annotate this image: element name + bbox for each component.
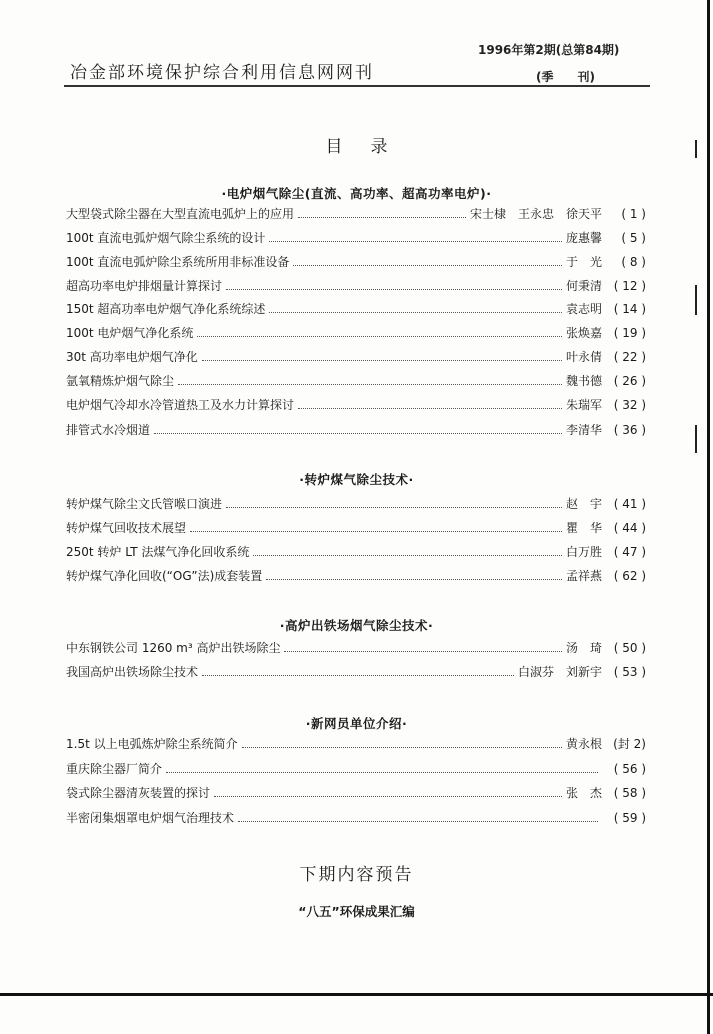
entry-authors: 瞿 华 <box>565 521 602 535</box>
entry-authors: 袁志明 <box>565 302 602 316</box>
entry-title: 袋式除尘器清灰装置的探讨 <box>66 786 211 800</box>
entry-title: 100t 直流电弧炉除尘系统所用非标准设备 <box>66 255 290 269</box>
toc-entry[interactable] <box>66 421 646 439</box>
entry-title: 半密闭集烟罩电炉烟气治理技术 <box>66 811 235 825</box>
toc-entry[interactable] <box>66 735 646 753</box>
toc-entry[interactable] <box>66 348 646 366</box>
section-heading: ·转炉煤气除尘技术· <box>299 472 414 487</box>
entry-page: ( 22 ) <box>613 350 646 364</box>
entry-page: ( 32 ) <box>613 398 646 412</box>
entry-page: ( 5 ) <box>621 231 646 245</box>
entry-page: ( 8 ) <box>621 255 646 269</box>
dot-leader <box>269 303 562 313</box>
entry-title: 30t 高功率电炉烟气净化 <box>66 350 198 364</box>
toc-entry[interactable] <box>66 205 646 223</box>
entry-authors: 叶永倩 <box>565 350 602 364</box>
scan-edge-bottom <box>0 993 713 996</box>
masthead: 冶金部环境保护综合利用信息网网刊 <box>70 63 374 83</box>
dot-leader <box>253 546 562 556</box>
entry-authors: 宋士棣 王永忠 徐天平 <box>469 207 602 221</box>
dot-leader <box>190 522 562 532</box>
section-heading: ·电炉烟气除尘(直流、高功率、超高功率电炉)· <box>221 186 492 201</box>
toc-entry[interactable] <box>66 760 646 778</box>
entry-authors: 魏书德 <box>565 374 602 388</box>
dot-leader <box>154 424 562 434</box>
scan-mark <box>695 425 697 453</box>
entry-page: ( 59 ) <box>613 811 646 825</box>
entry-page: ( 58 ) <box>613 786 646 800</box>
entry-page: ( 36 ) <box>613 423 646 437</box>
entry-title: 超高功率电炉排烟量计算探讨 <box>66 279 223 293</box>
entry-page: ( 62 ) <box>613 569 646 583</box>
dot-leader <box>238 812 598 822</box>
scan-mark <box>695 140 697 158</box>
entry-authors: 白淑芬 刘新宇 <box>517 665 602 679</box>
dot-leader <box>242 738 562 748</box>
entry-title: 氩氧精炼炉烟气除尘 <box>66 374 175 388</box>
entry-authors: 赵 宇 <box>565 497 602 511</box>
scan-mark <box>695 285 697 315</box>
entry-authors: 李清华 <box>565 423 602 437</box>
dot-leader <box>178 375 562 385</box>
entry-title: 我国高炉出铁场除尘技术 <box>66 665 199 679</box>
toc-title: 目录 <box>325 137 416 157</box>
entry-page: ( 41 ) <box>613 497 646 511</box>
publication-frequency: (季 刊) <box>536 70 595 84</box>
toc-entry[interactable] <box>66 253 646 271</box>
entry-authors: 张 杰 <box>565 786 602 800</box>
toc-entry[interactable] <box>66 372 646 390</box>
toc-entry[interactable] <box>66 229 646 247</box>
entry-title: 100t 电炉烟气净化系统 <box>66 326 194 340</box>
entry-authors: 张焕嘉 <box>565 326 602 340</box>
entry-title: 大型袋式除尘器在大型直流电弧炉上的应用 <box>66 207 295 221</box>
entry-authors: 黄永根 <box>565 737 602 751</box>
dot-leader <box>197 327 562 337</box>
issue-number: 1996年第2期(总第84期) <box>478 43 620 57</box>
toc-entry[interactable] <box>66 396 646 414</box>
entry-authors: 孟祥燕 <box>565 569 602 583</box>
entry-title: 中东钢铁公司 1260 m³ 高炉出铁场除尘 <box>66 641 281 655</box>
toc-entry[interactable] <box>66 300 646 318</box>
scan-edge-right <box>707 0 710 1034</box>
entry-page: ( 44 ) <box>613 521 646 535</box>
entry-title: 电炉烟气冷却水冷管道热工及水力计算探讨 <box>66 398 295 412</box>
dot-leader <box>166 763 598 773</box>
next-issue-item: “八五”环保成果汇编 <box>298 904 415 919</box>
entry-page: ( 56 ) <box>613 762 646 776</box>
entry-authors: 于 光 <box>565 255 602 269</box>
dot-leader <box>298 399 562 409</box>
entry-page: (封 2) <box>613 737 646 751</box>
entry-title: 重庆除尘器厂简介 <box>66 762 163 776</box>
toc-entry[interactable] <box>66 519 646 537</box>
toc-entry[interactable] <box>66 567 646 585</box>
entry-title: 1.5t 以上电弧炼炉除尘系统简介 <box>66 737 238 751</box>
dot-leader <box>226 280 562 290</box>
entry-page: ( 14 ) <box>613 302 646 316</box>
entry-authors: 庞惠馨 <box>565 231 602 245</box>
dot-leader <box>269 232 562 242</box>
entry-page: ( 26 ) <box>613 374 646 388</box>
entry-title: 转炉煤气净化回收(“OG”法)成套装置 <box>66 569 263 583</box>
entry-authors: 朱瑞军 <box>565 398 602 412</box>
entry-authors: 汤 琦 <box>565 641 602 655</box>
entry-title: 转炉煤气除尘文氏管喉口演进 <box>66 497 223 511</box>
dot-leader <box>293 256 562 266</box>
toc-entry[interactable] <box>66 543 646 561</box>
dot-leader <box>226 498 562 508</box>
entry-title: 150t 超高功率电炉烟气净化系统综述 <box>66 302 266 316</box>
dot-leader <box>214 787 562 797</box>
toc-entry[interactable] <box>66 277 646 295</box>
entry-authors: 白万胜 <box>565 545 602 559</box>
toc-entry[interactable] <box>66 784 646 802</box>
entry-page: ( 1 ) <box>621 207 646 221</box>
next-issue-title: 下期内容预告 <box>299 865 414 885</box>
dot-leader <box>202 351 562 361</box>
entry-page: ( 50 ) <box>613 641 646 655</box>
header-rule <box>64 85 650 87</box>
entry-page: ( 53 ) <box>613 665 646 679</box>
section-heading: ·新网员单位介绍· <box>305 716 408 731</box>
toc-entry[interactable] <box>66 495 646 513</box>
section-heading: ·高炉出铁场烟气除尘技术· <box>279 618 434 633</box>
dot-leader <box>284 642 562 652</box>
dot-leader <box>202 666 514 676</box>
dot-leader <box>266 570 562 580</box>
entry-title: 排管式水冷烟道 <box>66 423 151 437</box>
entry-page: ( 19 ) <box>613 326 646 340</box>
toc-entry[interactable] <box>66 809 646 827</box>
toc-entry[interactable] <box>66 663 646 681</box>
toc-entry[interactable] <box>66 324 646 342</box>
entry-authors: 何秉清 <box>565 279 602 293</box>
entry-title: 250t 转炉 LT 法煤气净化回收系统 <box>66 545 250 559</box>
entry-page: ( 47 ) <box>613 545 646 559</box>
entry-title: 100t 直流电弧炉烟气除尘系统的设计 <box>66 231 266 245</box>
toc-entry[interactable] <box>66 639 646 657</box>
entry-title: 转炉煤气回收技术展望 <box>66 521 187 535</box>
entry-page: ( 12 ) <box>613 279 646 293</box>
dot-leader <box>298 208 466 218</box>
